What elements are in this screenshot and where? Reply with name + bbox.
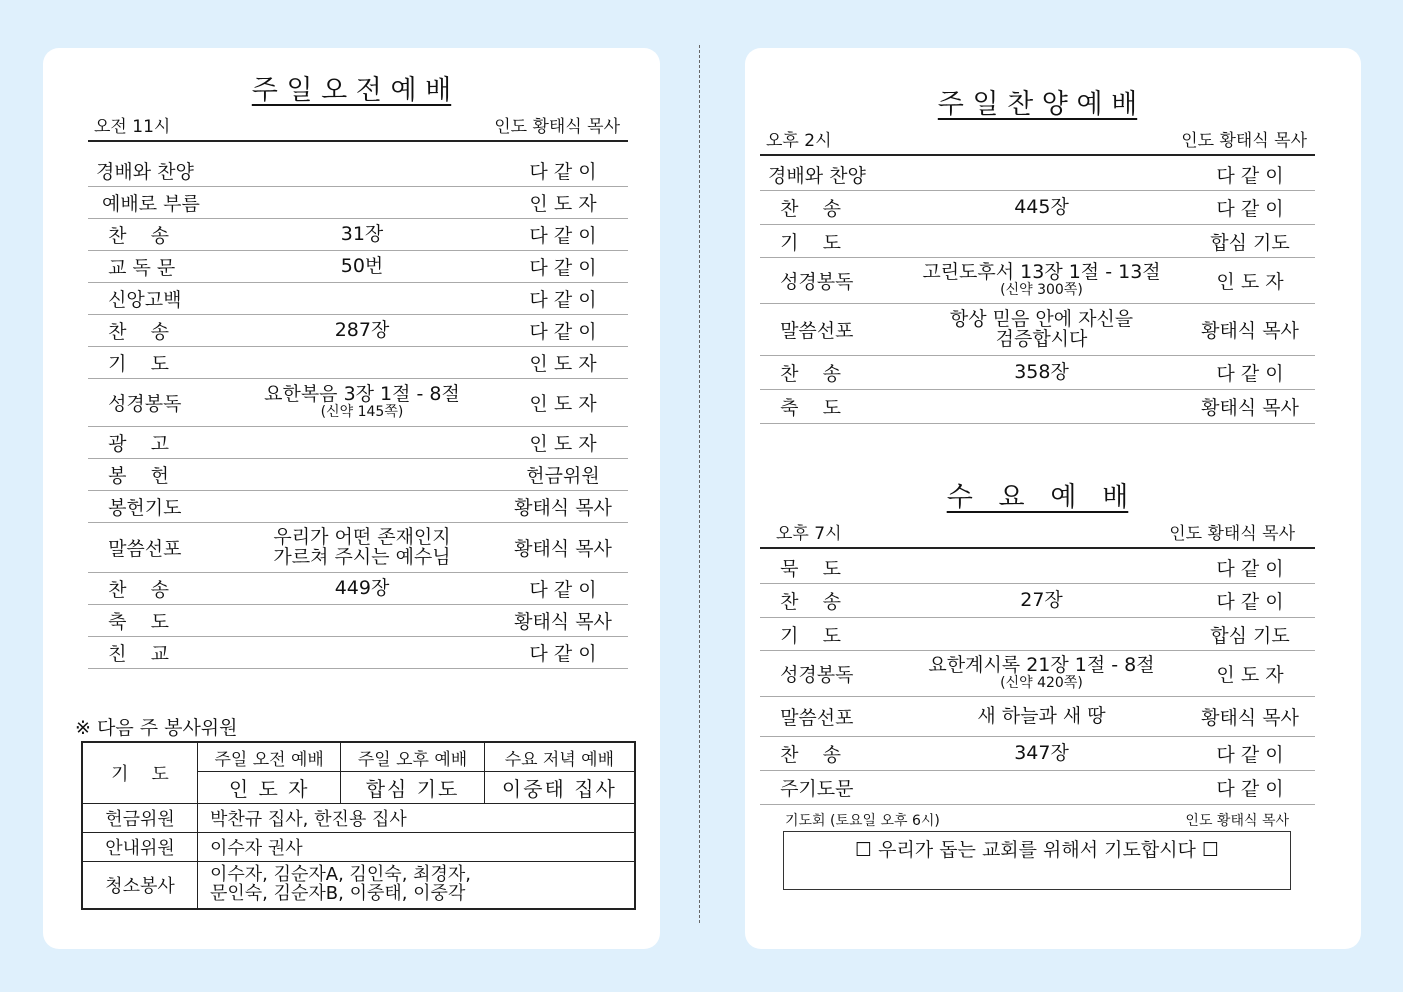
order-item: 예배로 부름 [96, 193, 200, 215]
order-item: 봉헌기도 [96, 497, 182, 519]
prayer-meeting-time: 기도회 (토요일 오후 6시) [785, 813, 940, 829]
order-detail [226, 318, 498, 341]
order-row [760, 390, 1315, 424]
vol-service: 수요 저녁 예배 [484, 742, 635, 772]
volunteers-table [81, 741, 636, 910]
vol-usher-label: 안내위원 [82, 833, 198, 862]
order-row [88, 379, 628, 427]
order-item: 묵 도 [768, 557, 841, 580]
order-leader: 다 같 이 [1216, 164, 1284, 187]
order-row [760, 697, 1315, 737]
order-item: 찬 송 [768, 198, 841, 220]
order-detail-note: 가르쳐 주시는 예수님 [273, 545, 451, 568]
morning-header [88, 114, 628, 142]
order-detail-note: (신약 145쪽) [320, 404, 404, 421]
order-leader: 다 같 이 [529, 643, 597, 665]
wednesday-header [760, 521, 1315, 549]
order-detail-text: 고린도후서 13장 1절 - 13절 [922, 261, 1161, 284]
order-item: 주기도문 [768, 778, 854, 800]
order-leader: 다 같 이 [529, 321, 597, 343]
order-detail [226, 254, 498, 277]
vol-service: 주일 오후 예배 [341, 742, 484, 772]
order-item: 경배와 찬양 [768, 164, 866, 187]
order-detail [898, 360, 1185, 383]
order-item: 찬 송 [768, 744, 841, 766]
order-item: 광 고 [96, 433, 169, 455]
order-row [760, 584, 1315, 618]
volunteers-title: ※ 다음 주 봉사위원 [75, 717, 238, 739]
order-item: 말씀선포 [768, 320, 854, 342]
order-leader: 황태식 목사 [514, 538, 612, 560]
order-row [760, 191, 1315, 225]
order-row [760, 771, 1315, 805]
vol-prayer-value: 합심 기도 [341, 772, 484, 804]
order-item: 말씀선포 [96, 538, 182, 560]
order-detail [898, 263, 1185, 298]
order-leader: 인 도 자 [529, 193, 597, 215]
order-row [760, 225, 1315, 258]
order-row [88, 605, 628, 637]
order-item: 성경봉독 [96, 393, 182, 415]
prayer-meeting-info [785, 810, 1289, 830]
order-detail-text: 27장 [1020, 588, 1063, 611]
vol-service: 주일 오전 예배 [198, 742, 341, 772]
order-leader: 황태식 목사 [1201, 707, 1299, 729]
wednesday-order [760, 551, 1315, 805]
order-row [88, 491, 628, 523]
order-leader: 인 도 자 [529, 433, 597, 455]
order-detail-text: 31장 [340, 222, 384, 245]
order-row [88, 523, 628, 573]
order-detail [226, 525, 498, 568]
order-leader: 다 같 이 [529, 579, 597, 601]
order-item: 신앙고백 [96, 289, 182, 311]
vol-cleaning-label: 청소봉사 [82, 862, 198, 910]
morning-time: 오전 11시 [94, 117, 171, 137]
order-row [88, 187, 628, 219]
order-detail [226, 385, 498, 420]
order-detail-text: 항상 믿음 안에 자신을 [949, 307, 1134, 330]
order-leader: 다 같 이 [1216, 198, 1284, 220]
order-leader: 황태식 목사 [1201, 320, 1299, 342]
order-detail [226, 576, 498, 599]
order-leader: 다 같 이 [1216, 557, 1284, 580]
praise-time: 오후 2시 [766, 131, 832, 151]
vol-offering-label: 헌금위원 [82, 804, 198, 833]
order-leader: 다 같 이 [1216, 363, 1284, 385]
order-row [760, 356, 1315, 390]
order-detail-text: 50번 [340, 254, 384, 277]
wednesday-time: 오후 7시 [776, 524, 842, 544]
vol-usher-value: 이수자 권사 [198, 833, 636, 862]
order-detail-text: 445장 [1014, 195, 1069, 218]
order-leader: 인 도 자 [529, 393, 597, 415]
order-detail [898, 741, 1185, 764]
order-item: 교 독 문 [96, 257, 176, 279]
vol-prayer-value: 이중태 집사 [484, 772, 635, 804]
order-row [88, 347, 628, 379]
order-item: 축 도 [96, 611, 169, 633]
order-row [88, 315, 628, 347]
order-row [88, 251, 628, 283]
order-item: 찬 송 [768, 363, 841, 385]
morning-order [88, 155, 628, 669]
prayer-meeting-leader: 인도 황태식 목사 [1185, 813, 1289, 829]
order-detail [898, 195, 1185, 218]
order-detail-text: 347장 [1014, 741, 1069, 764]
order-detail-text: 요한복음 3장 1절 - 8절 [264, 383, 460, 406]
order-item: 성경봉독 [768, 664, 854, 686]
order-leader: 황태식 목사 [514, 497, 612, 519]
order-leader: 다 같 이 [1216, 778, 1284, 800]
vol-cleaning-line: 문인숙, 김순자B, 이중태, 이중각 [210, 883, 466, 904]
morning-leader: 인도 황태식 목사 [494, 117, 620, 137]
order-detail-text: 요한계시록 21장 1절 - 8절 [928, 654, 1155, 677]
wednesday-leader: 인도 황태식 목사 [1169, 524, 1295, 544]
order-detail-text: 287장 [334, 318, 390, 341]
order-row [88, 283, 628, 315]
praise-header [760, 128, 1315, 156]
order-row [88, 427, 628, 459]
prayer-banner: ☐ 우리가 돕는 교회를 위해서 기도합시다 ☐ [783, 831, 1291, 890]
order-item: 찬 송 [96, 225, 169, 247]
order-leader: 합심 기도 [1210, 231, 1290, 254]
order-detail-text: 우리가 어떤 존재인지 [273, 525, 451, 548]
order-row [760, 651, 1315, 697]
praise-title: 주 일 찬 양 예 배 [937, 89, 1138, 120]
order-item: 기 도 [768, 624, 841, 647]
order-row [760, 304, 1315, 356]
order-item: 경배와 찬양 [96, 161, 194, 183]
vol-prayer-label: 기 도 [82, 742, 198, 804]
page-divider [699, 45, 700, 923]
order-row [760, 258, 1315, 304]
morning-title: 주 일 오 전 예 배 [251, 75, 452, 106]
order-item: 봉 헌 [96, 465, 169, 487]
order-leader: 다 같 이 [529, 225, 597, 247]
order-leader: 다 같 이 [529, 161, 597, 183]
order-item: 말씀선포 [768, 707, 854, 729]
praise-order [760, 158, 1315, 424]
order-row [760, 737, 1315, 771]
order-item: 찬 송 [96, 321, 169, 343]
order-item: 성경봉독 [768, 271, 854, 293]
order-row [88, 155, 628, 187]
order-row [760, 158, 1315, 191]
order-leader: 다 같 이 [1216, 591, 1284, 613]
order-detail [898, 704, 1185, 727]
vol-cleaning-value [198, 862, 636, 910]
order-detail-text: 358장 [1014, 360, 1069, 383]
vol-cleaning-line: 이수자, 김순자A, 김인숙, 최경자, [210, 864, 472, 886]
order-item: 찬 송 [96, 579, 169, 601]
order-detail-note: (신약 300쪽) [1000, 282, 1083, 299]
order-leader: 다 같 이 [529, 257, 597, 279]
morning-service-panel [43, 48, 660, 949]
order-leader: 인 도 자 [529, 353, 597, 375]
vol-offering-value: 박찬규 집사, 한진용 집사 [198, 804, 636, 833]
order-row [88, 459, 628, 491]
order-leader: 황태식 목사 [1201, 397, 1299, 419]
order-detail-text: 새 하늘과 새 땅 [977, 704, 1106, 727]
order-detail [898, 588, 1185, 611]
afternoon-wednesday-panel [745, 48, 1361, 949]
order-item: 친 교 [96, 643, 169, 665]
order-detail-text: 449장 [334, 576, 390, 599]
wednesday-title: 수 요 예 배 [946, 482, 1129, 513]
order-item: 축 도 [768, 397, 841, 419]
order-row [88, 573, 628, 605]
order-row [88, 637, 628, 669]
order-leader: 헌금위원 [526, 465, 600, 487]
order-detail-note: 검증합시다 [995, 327, 1088, 350]
order-leader: 인 도 자 [1216, 271, 1284, 293]
order-leader: 인 도 자 [1216, 664, 1284, 686]
order-item: 기 도 [768, 231, 841, 254]
order-leader: 다 같 이 [529, 289, 597, 311]
praise-leader: 인도 황태식 목사 [1181, 131, 1307, 151]
order-row [760, 551, 1315, 584]
order-leader: 황태식 목사 [514, 611, 612, 633]
order-leader: 다 같 이 [1216, 744, 1284, 766]
order-item: 찬 송 [768, 591, 841, 613]
order-detail [898, 656, 1185, 691]
vol-prayer-value: 인 도 자 [198, 772, 341, 804]
order-leader: 합심 기도 [1210, 624, 1290, 647]
order-item: 기 도 [96, 353, 169, 375]
order-row [88, 219, 628, 251]
order-detail-note: (신약 420쪽) [1000, 675, 1083, 692]
order-detail [226, 222, 498, 245]
order-row [760, 618, 1315, 651]
order-detail [898, 307, 1185, 350]
